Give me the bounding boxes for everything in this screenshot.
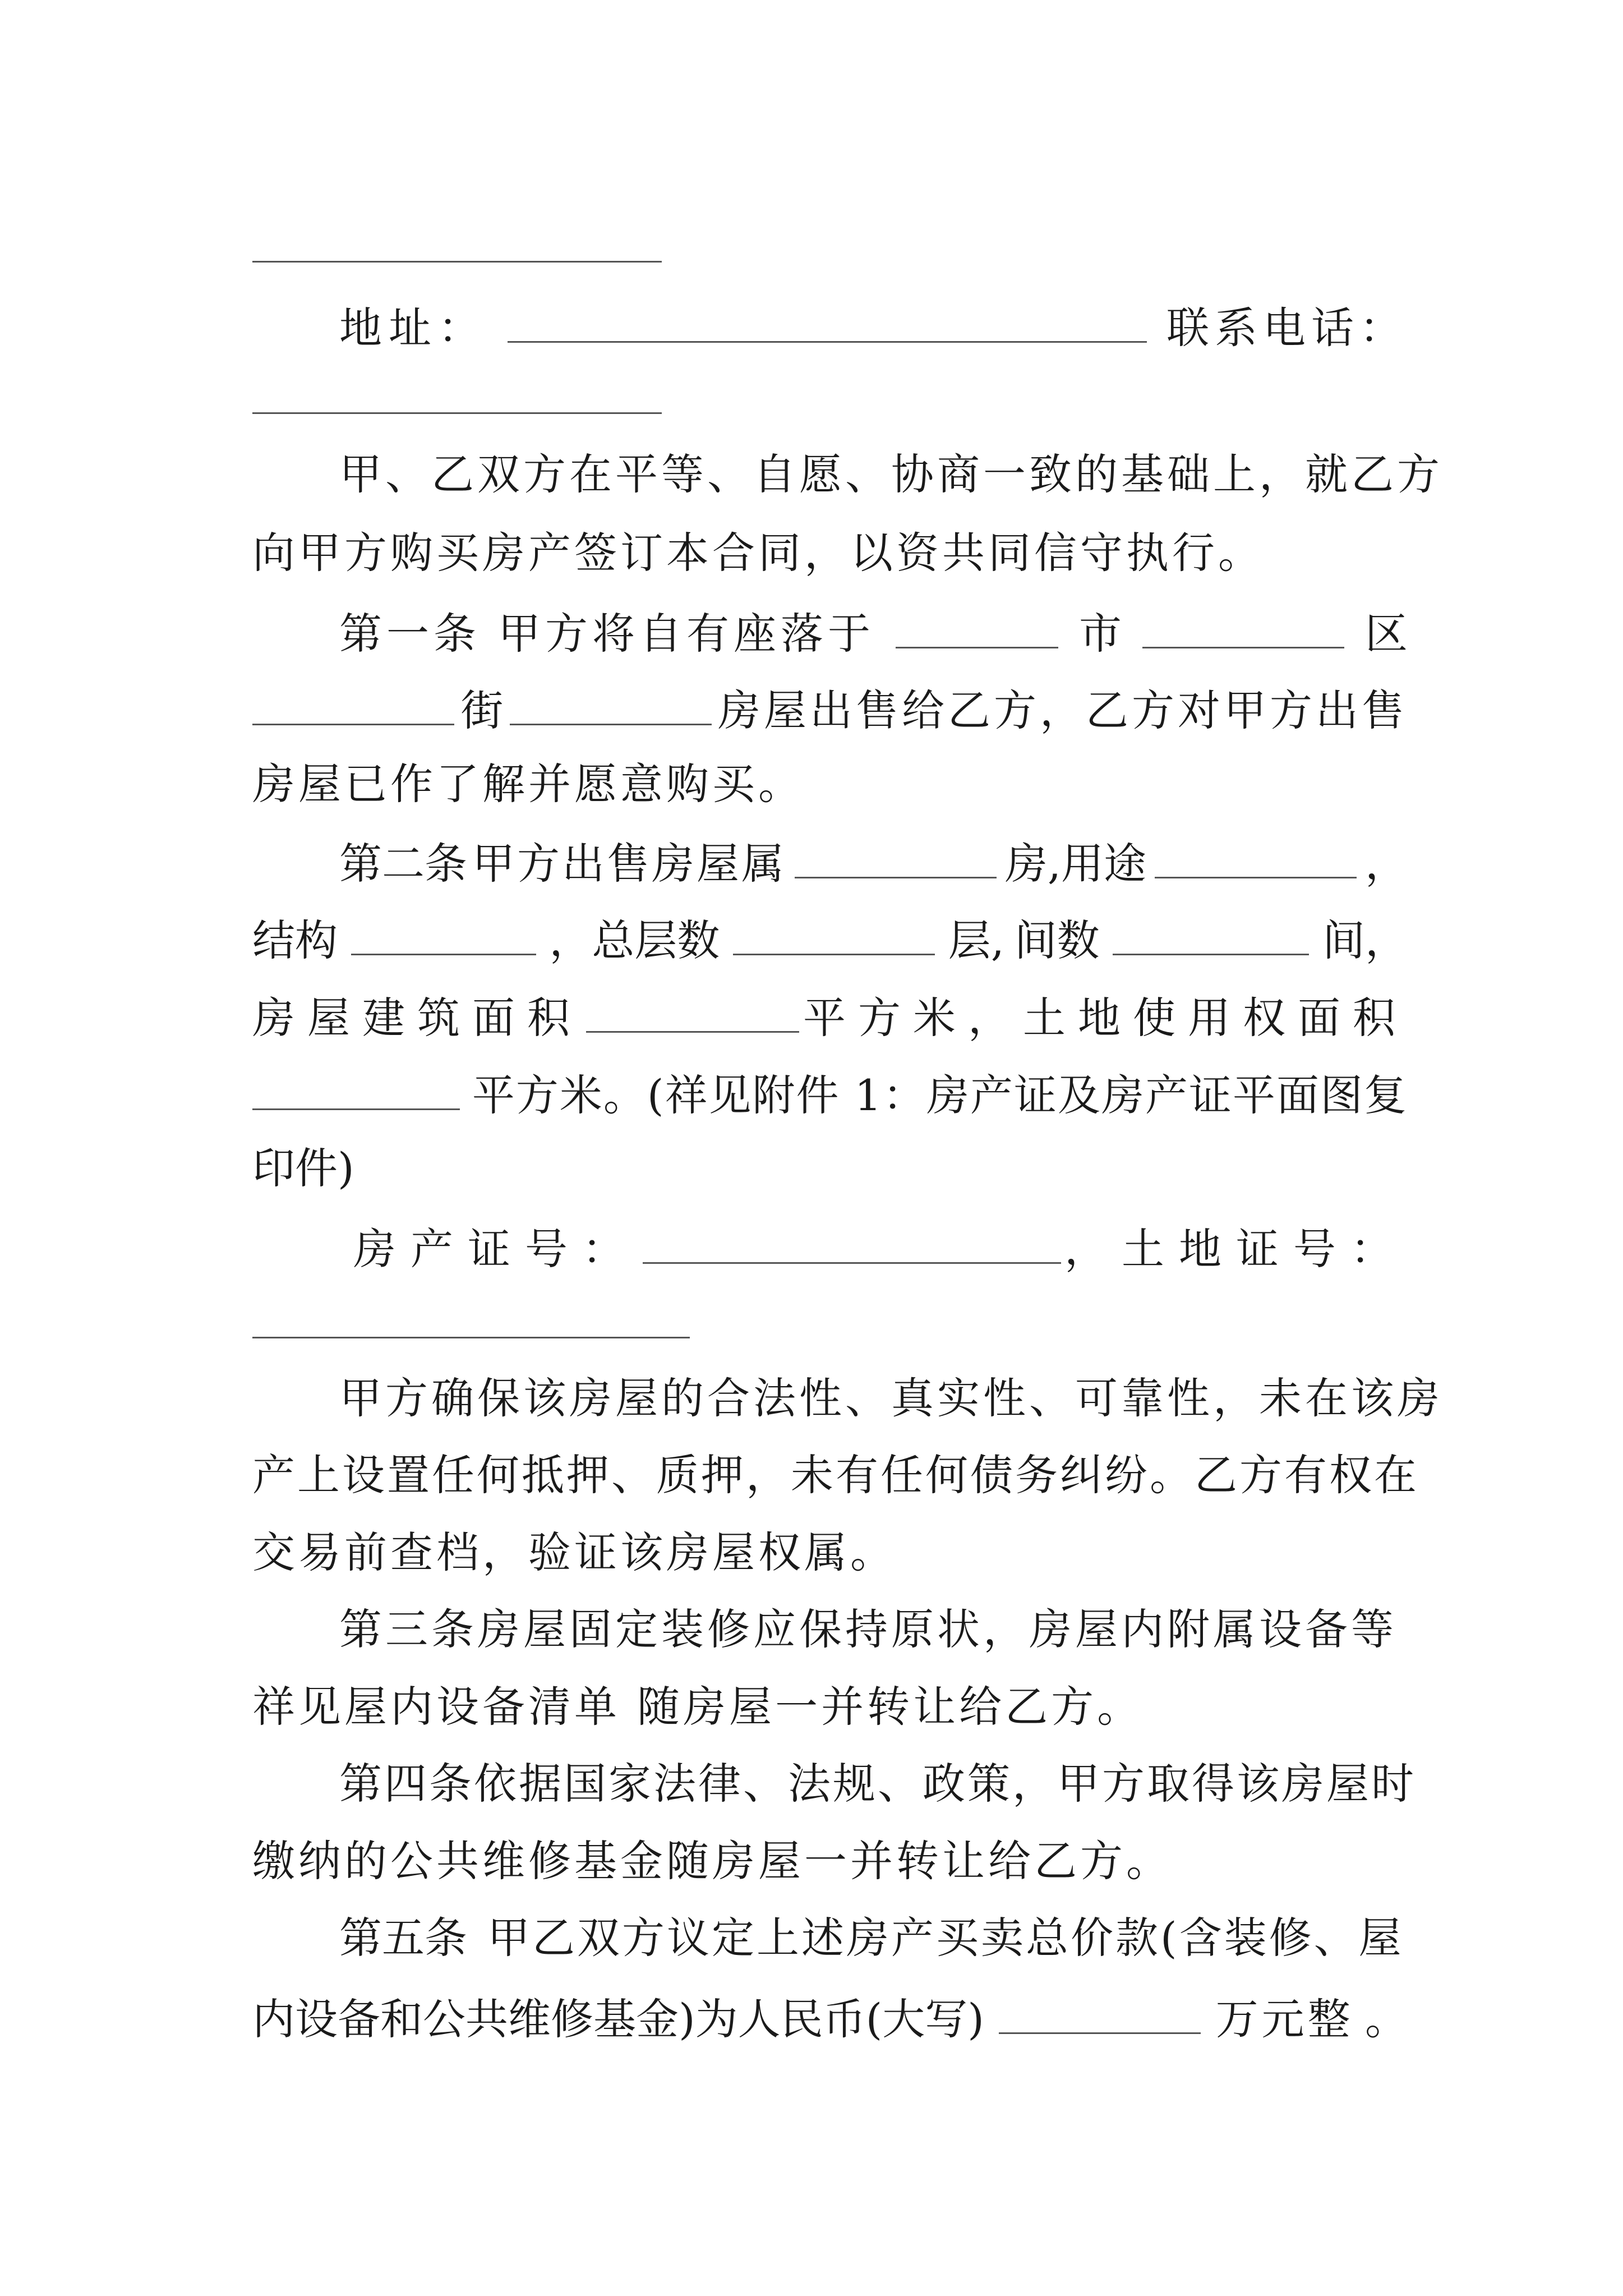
article-5-line-1 bbox=[339, 1913, 1408, 1963]
address-label: 地址： bbox=[339, 303, 487, 353]
article-3-line-1: 第三条房屋固定装修应保持原状，房屋内附属设备等 bbox=[339, 1604, 1397, 1654]
property-type-blank[interactable] bbox=[795, 839, 997, 878]
guarantee-line-3: 交易前查档，验证该房屋权属。 bbox=[252, 1527, 896, 1577]
article-2-line-4 bbox=[252, 1070, 1408, 1121]
land-cert-label: ，土地证号： bbox=[1064, 1224, 1408, 1274]
property-cert-blank[interactable] bbox=[643, 1224, 1061, 1264]
land-area-label: 平方米，土地使用权面积 bbox=[803, 993, 1408, 1043]
guarantee-line-2: 产上设置任何抵押、质押，未有任何债务纠纷。乙方有权在 bbox=[252, 1450, 1419, 1500]
structure-blank[interactable] bbox=[351, 915, 536, 955]
city-blank[interactable] bbox=[896, 609, 1058, 648]
blank-line-top[interactable] bbox=[252, 261, 662, 263]
article-5-line-2 bbox=[252, 1994, 1408, 2045]
usage-blank[interactable] bbox=[1155, 839, 1357, 878]
price-unit: 万元整 bbox=[1215, 1994, 1354, 2045]
land-area-blank[interactable] bbox=[252, 1070, 460, 1110]
district-blank[interactable] bbox=[1142, 609, 1344, 648]
article-4-line-1: 第四条依据国家法律、法规、政策，甲方取得该房屋时 bbox=[339, 1759, 1416, 1809]
article-4-line-2: 缴纳的公共维修基金随房屋一并转让给乙方。 bbox=[252, 1836, 1172, 1886]
address-row bbox=[339, 303, 1408, 353]
certificate-row bbox=[353, 1224, 1408, 1274]
rooms-blank[interactable] bbox=[1113, 915, 1309, 955]
phone-label: 联系电话： bbox=[1166, 303, 1408, 353]
article-5-text: 甲乙双方议定上述房产买卖总价款(含装修、屋 bbox=[487, 1913, 1404, 1963]
article-2-line-1 bbox=[339, 839, 1408, 889]
article-3-line-2: 祥见屋内设备清单 随房屋一并转让给乙方。 bbox=[252, 1682, 1144, 1732]
rooms-unit: 间， bbox=[1322, 915, 1408, 966]
attachment-note: 平方米。(祥见附件 1：房产证及房产证平面图复 bbox=[472, 1070, 1408, 1121]
floors-label: ，总层数 bbox=[549, 915, 720, 966]
intro-line-1: 甲、乙双方在平等、自愿、协商一致的基础上，就乙方 bbox=[339, 449, 1443, 499]
article-5-text-b: 内设备和公共维修基金)为人民币(大写) bbox=[252, 1994, 984, 2045]
land-cert-blank[interactable] bbox=[252, 1337, 690, 1338]
article-1-text-a: 甲方将自有座落于 bbox=[498, 609, 875, 659]
phone-blank[interactable] bbox=[252, 412, 662, 414]
building-area-label: 房屋建筑面积 bbox=[252, 993, 582, 1043]
period: 。 bbox=[1364, 1994, 1408, 2045]
usage-label: 房,用途 bbox=[1004, 839, 1147, 889]
city-label: 市 bbox=[1079, 609, 1122, 659]
rooms-label: 间数 bbox=[1014, 915, 1100, 966]
floors-blank[interactable] bbox=[733, 915, 935, 955]
intro-line-2: 向甲方购买房产签订本合同，以资共同信守执行。 bbox=[252, 528, 1264, 578]
guarantee-line-1: 甲方确保该房屋的合法性、真实性、可靠性，未在该房 bbox=[339, 1373, 1443, 1423]
building-area-blank[interactable] bbox=[586, 993, 799, 1033]
street-blank-1[interactable] bbox=[252, 685, 454, 725]
total-price-blank[interactable] bbox=[999, 1994, 1201, 2034]
article-2-head: 第二条 bbox=[339, 839, 467, 889]
article-2-line-2 bbox=[252, 915, 1408, 966]
article-2-line-5: 印件) bbox=[252, 1143, 354, 1193]
article-1-line-2 bbox=[252, 685, 1408, 736]
article-1-line-3: 房屋已作了解并愿意购买。 bbox=[252, 759, 804, 809]
article-2-line-3 bbox=[252, 993, 1408, 1043]
article-1-line-1 bbox=[339, 609, 1408, 659]
article-1-head: 第一条 bbox=[339, 609, 481, 659]
article-2-text-a: 甲方出售房屋属 bbox=[472, 839, 786, 889]
article-5-head: 第五条 bbox=[339, 1913, 467, 1963]
address-blank[interactable] bbox=[508, 303, 1147, 343]
property-cert-label: 房产证号： bbox=[353, 1224, 639, 1274]
structure-label: 结构 bbox=[252, 915, 338, 966]
street-label: 街 bbox=[460, 685, 504, 736]
floors-unit: 层, bbox=[948, 915, 1004, 966]
article-1-text-b: 房屋出售给乙方，乙方对甲方出售 bbox=[717, 685, 1408, 736]
street-blank-2[interactable] bbox=[510, 685, 712, 725]
district-label: 区 bbox=[1365, 609, 1408, 659]
usage-comma: ， bbox=[1364, 839, 1408, 889]
